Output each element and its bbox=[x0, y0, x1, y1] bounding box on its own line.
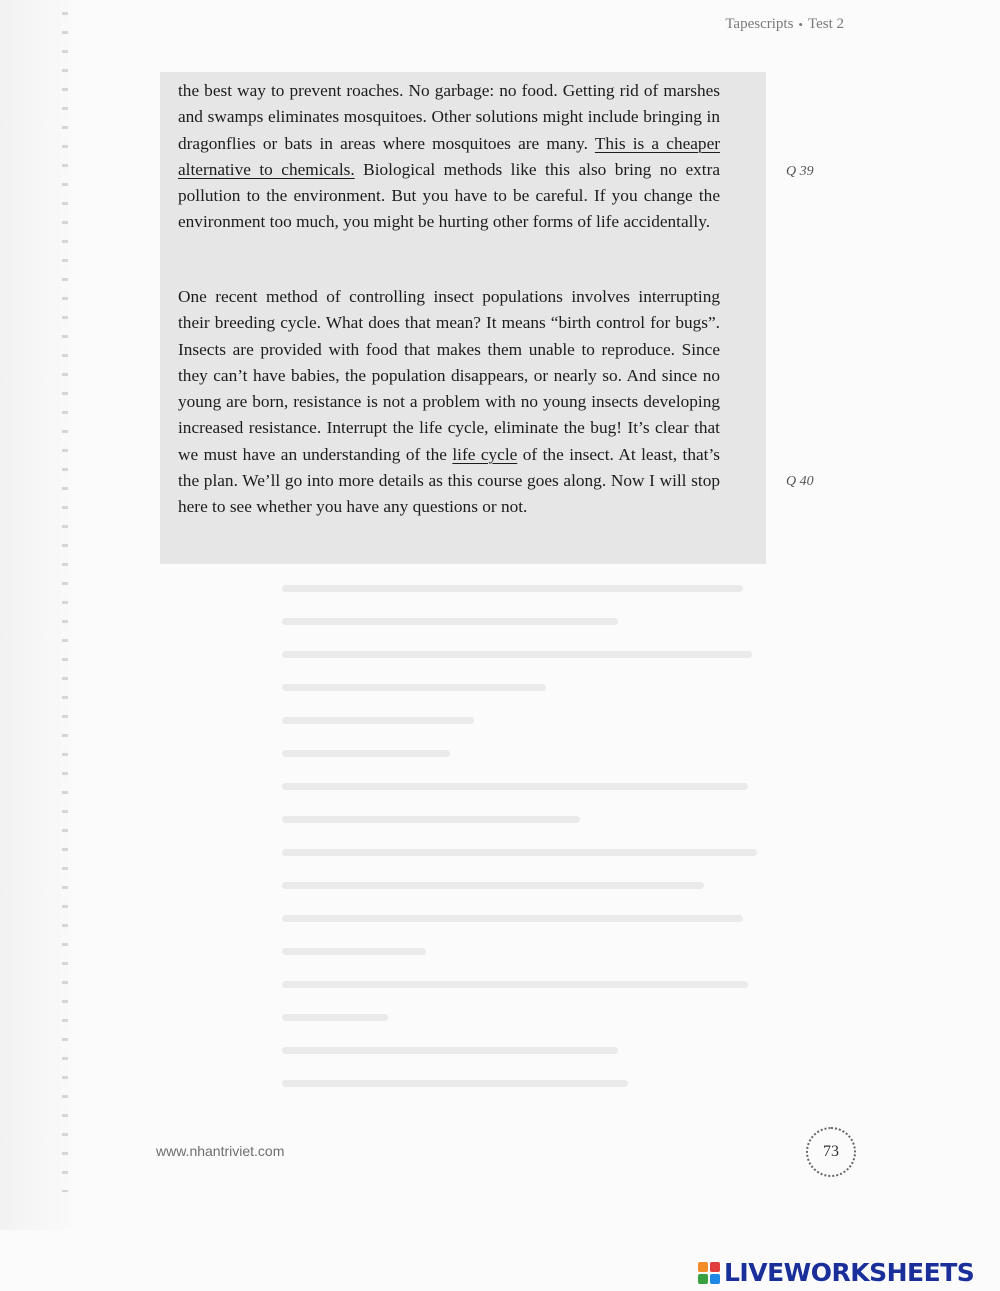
running-header bbox=[725, 16, 844, 33]
question-marker-39: Q 39 bbox=[786, 164, 814, 179]
footer-url: www.nhantriviet.com bbox=[156, 1143, 285, 1159]
answer-underline-q39: This is a cheaper alternative to chemicals. bbox=[178, 133, 720, 179]
paragraph-1-text-a: the best way to prevent roaches. No garbage: no food. Getting rid of marshes and swamps eliminates mosquitoes. Other solutions might include bringing in dragonflies or bats in areas where mosquitoes are many. bbox=[178, 81, 720, 153]
question-marker-40: Q 40 bbox=[786, 474, 814, 489]
header-test: Test 2 bbox=[807, 16, 844, 32]
binding-marks bbox=[62, 12, 68, 1192]
paragraph-2-text-a: One recent method of controlling insect populations involves interrupting their breeding cycle. What does that mean? It means “birth control for bugs”. Insects are provided with food that makes them unable to reproduce. Since they can’t have babies, the population disappears, or nearly so. And since no young are born, resistance is not a problem with no young insects developing increased resistance. Interrupt the life cycle, eliminate the bug! It’s clear that we must have an understanding of the bbox=[178, 287, 720, 464]
header-separator: • bbox=[798, 16, 803, 32]
liveworksheets-icon bbox=[698, 1262, 720, 1284]
bleed-through-text bbox=[282, 585, 762, 1113]
header-section: Tapescripts bbox=[725, 16, 794, 32]
page-number-badge: 73 bbox=[806, 1127, 856, 1177]
paragraph-1-text-b: Biological methods like this also bring no extra pollution to the environment. But you have to be careful. If you change the environment too much, you might be hurting other forms of life accidentally. bbox=[178, 159, 721, 232]
liveworksheets-logo bbox=[698, 1258, 974, 1287]
paragraph-1 bbox=[178, 78, 720, 236]
liveworksheets-wordmark: LIVEWORKSHEETS bbox=[724, 1258, 975, 1287]
paragraph-2 bbox=[178, 284, 720, 521]
paragraph-2-text-b: of the insect. At least, that’s the plan. We’ll go into more details as this course goes along. Now I will stop here to see whether you have any questions or not. bbox=[178, 444, 720, 517]
answer-underline-q40: life cycle bbox=[452, 444, 518, 464]
